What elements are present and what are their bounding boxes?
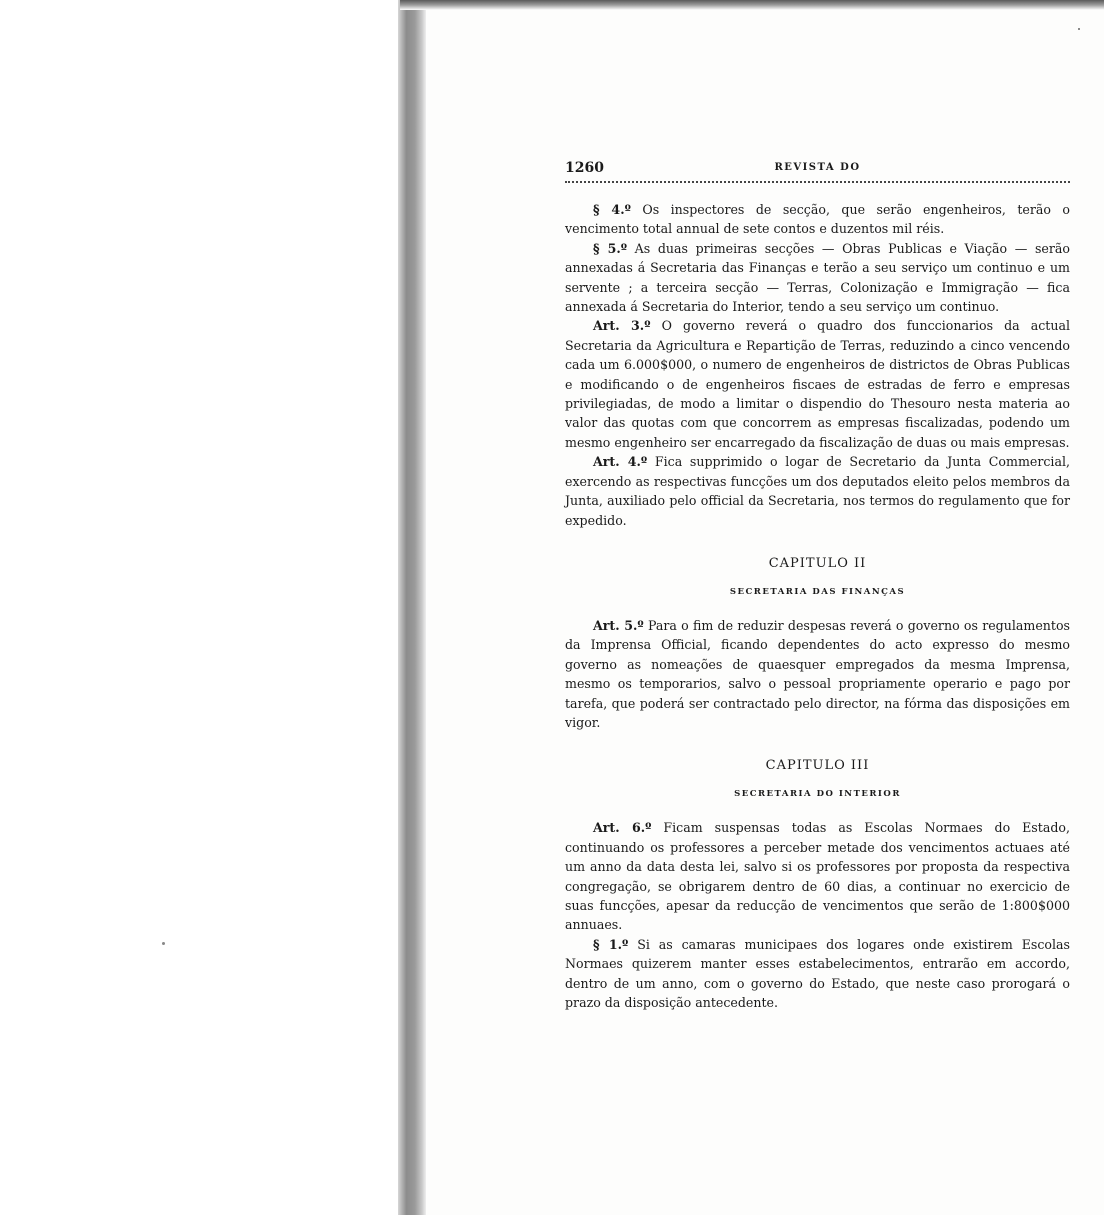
section-heading: SECRETARIA DO INTERIOR: [734, 789, 901, 800]
header-rule: [565, 181, 1070, 183]
paragraph-lead: Art. 4.º: [593, 454, 648, 470]
running-title: REVISTA DO: [774, 162, 861, 173]
ink-speck: [1078, 28, 1080, 30]
paragraph-text: Fica supprimido o logar de Secretario da Junta Commercial, exercendo as respectivas funcções um dos deputados eleito pelos membros da Junta, auxiliado pelo official da Secretaria, nos termos do regulamento que for expedido.: [565, 454, 1070, 528]
paragraph-text: Para o fim de reduzir despesas reverá o governo os regulamentos da Imprensa Official, ficando dependentes do acto expresso do mesmo governo as nomeações de quaesquer empregados da mesma Imprensa, mesmo os temporarios, salvo o pessoal propriamente operario e pago por tarefa, que poderá ser contractado pelo director, na fórma das disposições em vigor.: [565, 617, 1070, 730]
paragraph-text: Ficam suspensas todas as Escolas Normaes do Estado, continuando os professores a perceber metade dos vencimentos actuaes até um anno da data desta lei, salvo si os professores por proposta da respectiva congregação, se obrigarem dentro de 60 dias, a continuar no exercicio de suas funcções, apesar da reducção de vencimentos que serão de 1:800$000 annuaes.: [565, 820, 1070, 933]
paragraph-lead: § 5.º: [593, 240, 628, 256]
page-header: [565, 160, 1070, 182]
paragraph-text: Si as camaras municipaes dos logares onde existirem Escolas Normaes quizerem manter esses estabelecimentos, entrarão em accordo, dentro de um anno, com o governo do Estado, que neste caso prorogará o prazo da disposição antecedente.: [565, 936, 1071, 1010]
paragraph: [565, 616, 1070, 732]
left-blank-area: [0, 0, 402, 1215]
ink-speck: [162, 942, 165, 945]
paragraph-text: O governo reverá o quadro dos funccionarios da actual Secretaria da Agricultura e Repartição de Terras, reduzindo a cinco vencendo cada um 6.000$000, o numero de engenheiros de districtos de Obras Publicas e modificando o de engenheiros fiscaes de estradas de ferro e empresas privilegiadas, de modo a limitar o dispendio do Thesouro nesta materia ao valor das quotas com que concorrem as empresas fiscalizadas, podendo um mesmo engenheiro ser encarregado da fiscalização de duas ou mais empresas.: [565, 318, 1071, 450]
paragraph-lead: § 4.º: [593, 202, 631, 217]
page-top-edge: [400, 0, 1104, 10]
paragraph: [565, 935, 1070, 1013]
paragraph-lead: Art. 5.º: [593, 617, 644, 633]
paragraph: [565, 200, 1070, 239]
section-heading: SECRETARIA DAS FINANÇAS: [729, 586, 906, 597]
paragraph-lead: Art. 3.º: [593, 318, 651, 334]
paragraph-text: Os inspectores de secção, que serão engenheiros, terão o vencimento total annual de sete contos e duzentos mil réis.: [565, 202, 1070, 237]
chapter-heading: CAPITULO III: [765, 758, 870, 774]
paragraph: [565, 818, 1070, 934]
page-number: 1260: [565, 160, 604, 176]
paragraph-lead: Art. 6.º: [593, 820, 652, 836]
paragraph-text: As duas primeiras secções — Obras Publicas e Viação — serão annexadas á Secretaria das Finanças e terão a seu serviço um continuo e um servente ; a terceira secção — Terras, Colonização e Immigração — fica annexada á Secretaria do Interior, tendo a seu serviço um continuo.: [565, 240, 1070, 315]
chapter-heading: CAPITULO II: [768, 555, 867, 571]
paragraph-lead: § 1.º: [593, 936, 629, 952]
paragraph: [565, 239, 1070, 317]
book-spine-shadow: [398, 0, 426, 1215]
paragraph: [565, 452, 1070, 530]
paragraph: [565, 316, 1070, 452]
body-text: [565, 200, 1070, 1012]
